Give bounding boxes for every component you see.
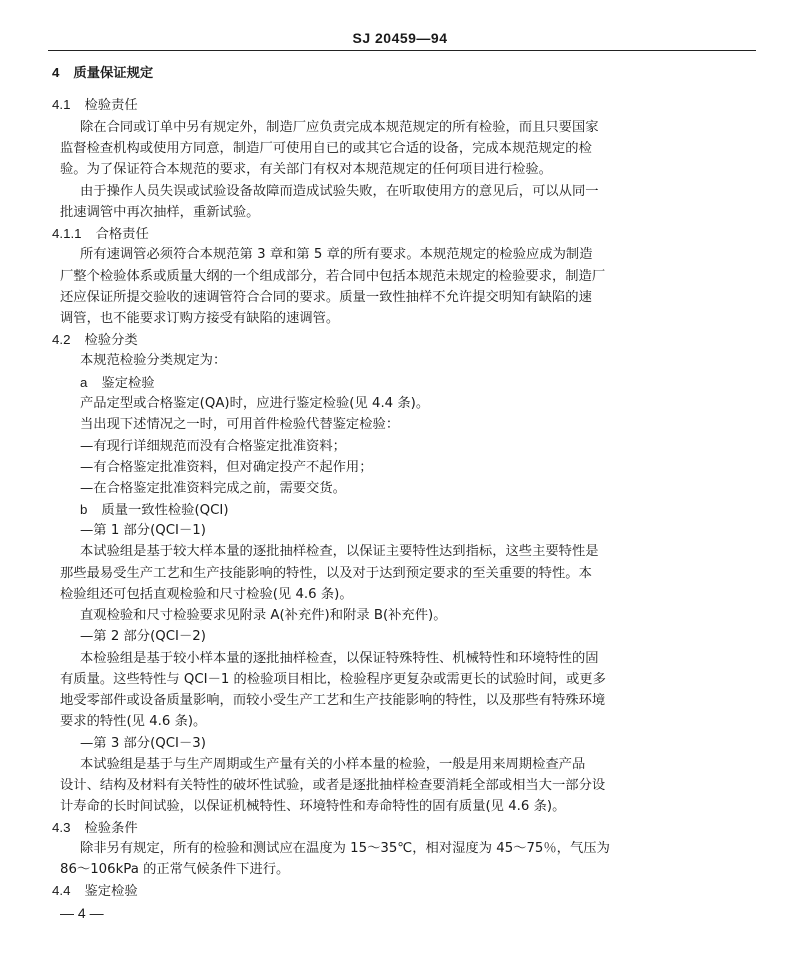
dash-item: —在合格鉴定批准资料完成之前，需要交货。 (80, 481, 346, 496)
section-4-3-heading (52, 819, 138, 838)
paragraph-line: 除在合同或订单中另有规定外，制造厂应负责完成本规范规定的所有检验，而且只要国家 (80, 120, 599, 135)
paragraph-line: 直观检验和尺寸检验要求见附录 A(补充件)和附录 B(补充件)。 (80, 608, 447, 623)
dash-item: —有现行详细规范而没有合格鉴定批准资料； (80, 439, 346, 454)
paragraph-line: 设计、结构及材料有关特性的破坏性试验，或者是逐批抽样检查要消耗全部或相当大一部分设 (60, 778, 606, 793)
paragraph-line: 调管，也不能要求订购方接受有缺陷的速调管。 (60, 311, 340, 326)
section-number: 4.4 (52, 883, 71, 898)
paragraph-line: 本试验组是基于较大样本量的逐批抽样检查，以保证主要特性达到指标，这些主要特性是 (80, 544, 599, 559)
section-number: 4.2 (52, 332, 71, 347)
paragraph-line: 86～106kPa 的正常气候条件下进行。 (60, 862, 290, 877)
part-heading: —第 1 部分(QCI－1) (80, 523, 206, 538)
paragraph-line: 地受零部件或设备质量影响，而较小受生产工艺和生产技能影响的特性，以及那些有特殊环境 (60, 693, 606, 708)
paragraph-line: 监督检查机构或使用方同意，制造厂可使用自已的或其它合适的设备，完成本规范规定的检 (60, 141, 592, 156)
section-title: 合格责任 (95, 227, 149, 242)
paragraph-line: 所有速调管必须符合本规范第 3 章和第 5 章的所有要求。本规范规定的检验应成为制造 (80, 247, 593, 262)
part-heading: —第 3 部分(QCI－3) (80, 736, 206, 751)
paragraph-line: 本检验组是基于较小样本量的逐批抽样检查，以保证特殊特性、机械特性和环境特性的固 (80, 651, 599, 666)
paragraph-line: 产品定型或合格鉴定(QA)时，应进行鉴定检验(见 4.4 条)。 (80, 396, 430, 411)
header-rule (48, 50, 756, 51)
paragraph-line: 那些最易受生产工艺和生产技能影响的特性，以及对于达到预定要求的至关重要的特性。本 (60, 566, 592, 581)
paragraph-line: 除非另有规定，所有的检验和测试应在温度为 15～35℃，相对湿度为 45～75％，气压为 (80, 841, 610, 856)
paragraph-line: 厂整个检验体系或质量大纲的一个组成部分，若合同中包括本规范未规定的检验要求，制造厂 (60, 269, 606, 284)
item-label: a (80, 375, 88, 390)
dash-item: —有合格鉴定批准资料，但对确定投产不起作用； (80, 460, 373, 475)
part-heading: —第 2 部分(QCI－2) (80, 629, 206, 644)
section-4-heading (52, 64, 153, 83)
section-title: 检验分类 (84, 333, 138, 348)
page-number: — 4 — (60, 905, 104, 921)
section-number: 4.1 (52, 97, 71, 112)
section-4-2-heading (52, 331, 138, 350)
paragraph-line: 还应保证所提交验收的速调管符合合同的要求。质量一致性抽样不允许提交明知有缺陷的速 (60, 290, 592, 305)
paragraph-line: 本规范检验分类规定为： (80, 353, 227, 368)
section-title: 质量保证规定 (73, 66, 154, 81)
paragraph-line: 检验组还可包括直观检验和尺寸检验(见 4.6 条)。 (60, 587, 353, 602)
paragraph-line: 验。为了保证符合本规范的要求，有关部门有权对本规范规定的任何项目进行检验。 (60, 162, 552, 177)
paragraph-line: 当出现下述情况之一时，可用首件检验代替鉴定检验： (80, 417, 400, 432)
section-4-1-1-heading (52, 225, 149, 244)
section-title: 检验责任 (84, 98, 138, 113)
paragraph-line: 批速调管中再次抽样，重新试验。 (60, 205, 260, 220)
paragraph-line: 计寿命的长时间试验，以保证机械特性、环境特性和寿命特性的固有质量(见 4.6 条)。 (60, 799, 566, 814)
item-title: 质量一致性检验(QCI) (101, 503, 229, 518)
item-a-heading (80, 374, 155, 393)
item-b-heading (80, 501, 229, 520)
section-number: 4 (52, 65, 60, 80)
paragraph-line: 本试验组是基于与生产周期或生产量有关的小样本量的检验，一般是用来周期检查产品 (80, 757, 586, 772)
section-number: 4.1.1 (52, 226, 82, 241)
paragraph-line: 由于操作人员失误或试验设备故障而造成试验失败，在听取使用方的意见后，可以从同一 (80, 184, 599, 199)
section-number: 4.3 (52, 820, 71, 835)
item-title: 鉴定检验 (101, 376, 155, 391)
section-4-4-heading (52, 882, 138, 901)
item-label: b (80, 502, 88, 517)
section-title: 检验条件 (84, 821, 138, 836)
section-4-1-heading (52, 96, 138, 115)
paragraph-line: 要求的特性(见 4.6 条)。 (60, 714, 207, 729)
section-title: 鉴定检验 (84, 884, 138, 899)
paragraph-line: 有质量。这些特性与 QCI－1 的检验项目相比，检验程序更复杂或需更长的试验时间，或更多 (60, 672, 606, 687)
standard-code-header: SJ 20459—94 (352, 30, 448, 46)
